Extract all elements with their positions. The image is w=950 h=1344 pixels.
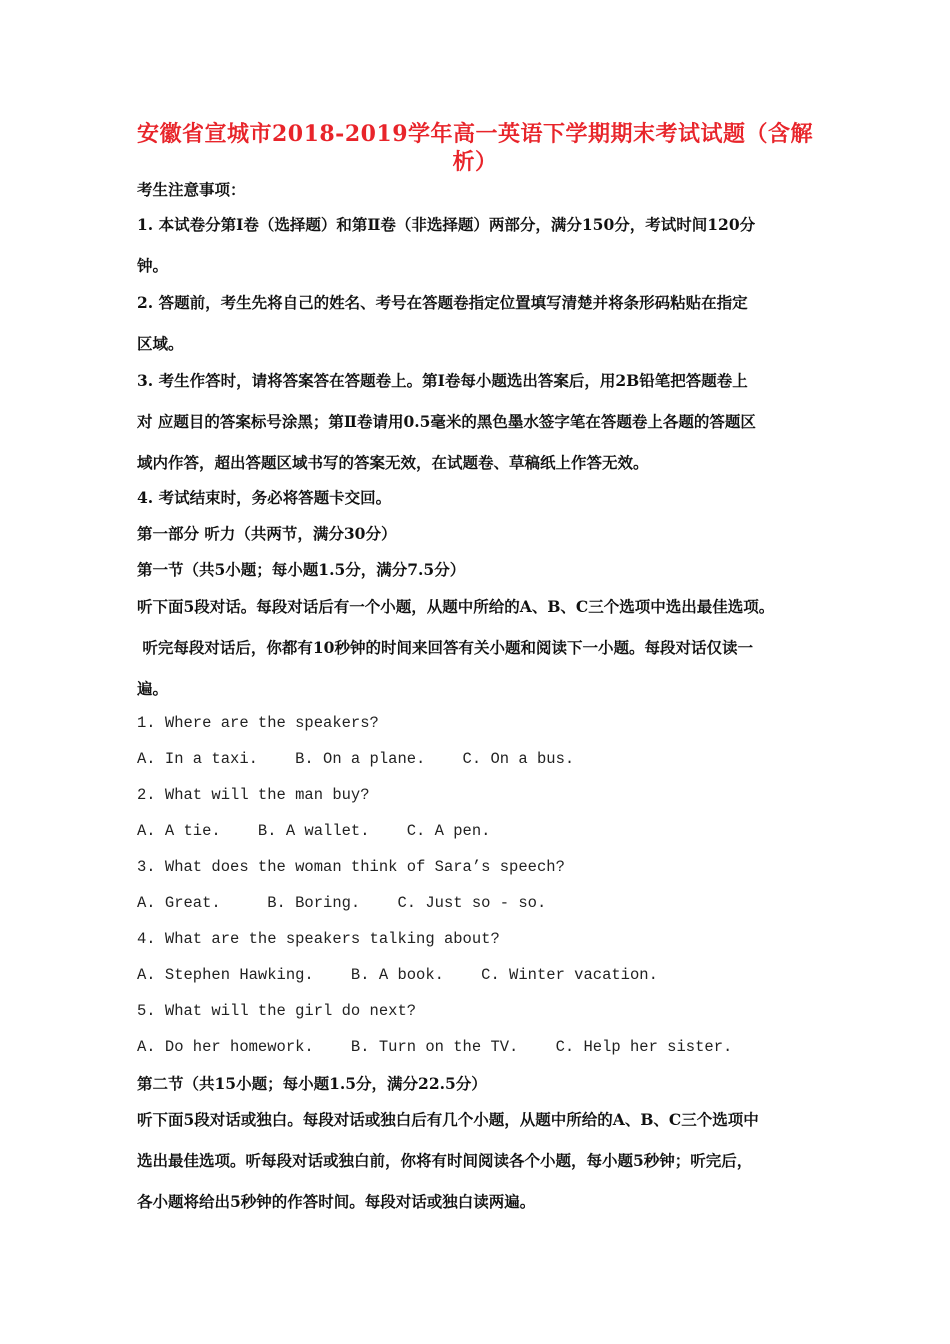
note-line: 1. 本试卷分第Ⅰ卷（选择题）和第Ⅱ卷（非选择题）两部分，满分150分，考试时间120分 xyxy=(137,215,756,234)
section1-instruction: 遍。 xyxy=(137,679,169,698)
note-line: 3. 考生作答时，请将答案答在答题卷上。第Ⅰ卷每小题选出答案后，用2B铅笔把答题卷上 xyxy=(137,371,748,390)
question-5-options: A. Do her homework. B. Turn on the TV. C. Help her sister. xyxy=(137,1038,733,1056)
section2-instruction: 听下面5段对话或独白。每段对话或独白后有几个小题，从题中所给的A、B、C三个选项中 xyxy=(137,1110,759,1129)
section1-instruction: 听下面5段对话。每段对话后有一个小题，从题中所给的A、B、C三个选项中选出最佳选项。 xyxy=(137,597,775,616)
document-title: 安徽省宣城市2018-2019学年高一英语下学期期末考试试题（含解析） xyxy=(136,121,814,175)
section1-heading: 第一节（共5小题；每小题1.5分，满分7.5分） xyxy=(137,560,466,579)
question-2-options: A. A tie. B. A wallet. C. A pen. xyxy=(137,822,491,840)
question-1-options: A. In a taxi. B. On a plane. C. On a bus. xyxy=(137,750,575,768)
question-1: 1. Where are the speakers? xyxy=(137,714,379,732)
note-line: 4. 考试结束时，务必将答题卡交回。 xyxy=(137,488,392,507)
note-line: 2. 答题前，考生先将自己的姓名、考号在答题卷指定位置填写清楚并将条形码粘贴在指定 xyxy=(137,293,748,312)
note-line: 区域。 xyxy=(137,334,184,353)
section2-instruction: 选出最佳选项。听每段对话或独白前，你将有时间阅读各个小题，每小题5秒钟；听完后， xyxy=(137,1151,753,1170)
question-3-options: A. Great. B. Boring. C. Just so - so. xyxy=(137,894,547,912)
question-2: 2. What will the man buy? xyxy=(137,786,370,804)
question-4-options: A. Stephen Hawking. B. A book. C. Winter vacation. xyxy=(137,966,658,984)
section2-heading: 第二节（共15小题；每小题1.5分，满分22.5分） xyxy=(137,1074,487,1093)
part1-heading: 第一部分 听力（共两节，满分30分） xyxy=(137,524,397,543)
question-3: 3. What does the woman think of Sara’s speech? xyxy=(137,858,565,876)
question-5: 5. What will the girl do next? xyxy=(137,1002,417,1020)
note-line: 对 应题目的答案标号涂黑；第Ⅱ卷请用0.5毫米的黑色墨水签字笔在答题卷上各题的答题区 xyxy=(137,412,756,431)
note-line: 钟。 xyxy=(137,256,169,275)
section1-instruction: 听完每段对话后，你都有10秒钟的时间来回答有关小题和阅读下一小题。每段对话仅读一 xyxy=(137,638,753,657)
question-4: 4. What are the speakers talking about? xyxy=(137,930,500,948)
notice-heading: 考生注意事项： xyxy=(137,180,246,199)
note-line: 域内作答，超出答题区域书写的答案无效，在试题卷、草稿纸上作答无效。 xyxy=(137,453,649,472)
section2-instruction: 各小题将给出5秒钟的作答时间。每段对话或独白读两遍。 xyxy=(137,1192,536,1211)
